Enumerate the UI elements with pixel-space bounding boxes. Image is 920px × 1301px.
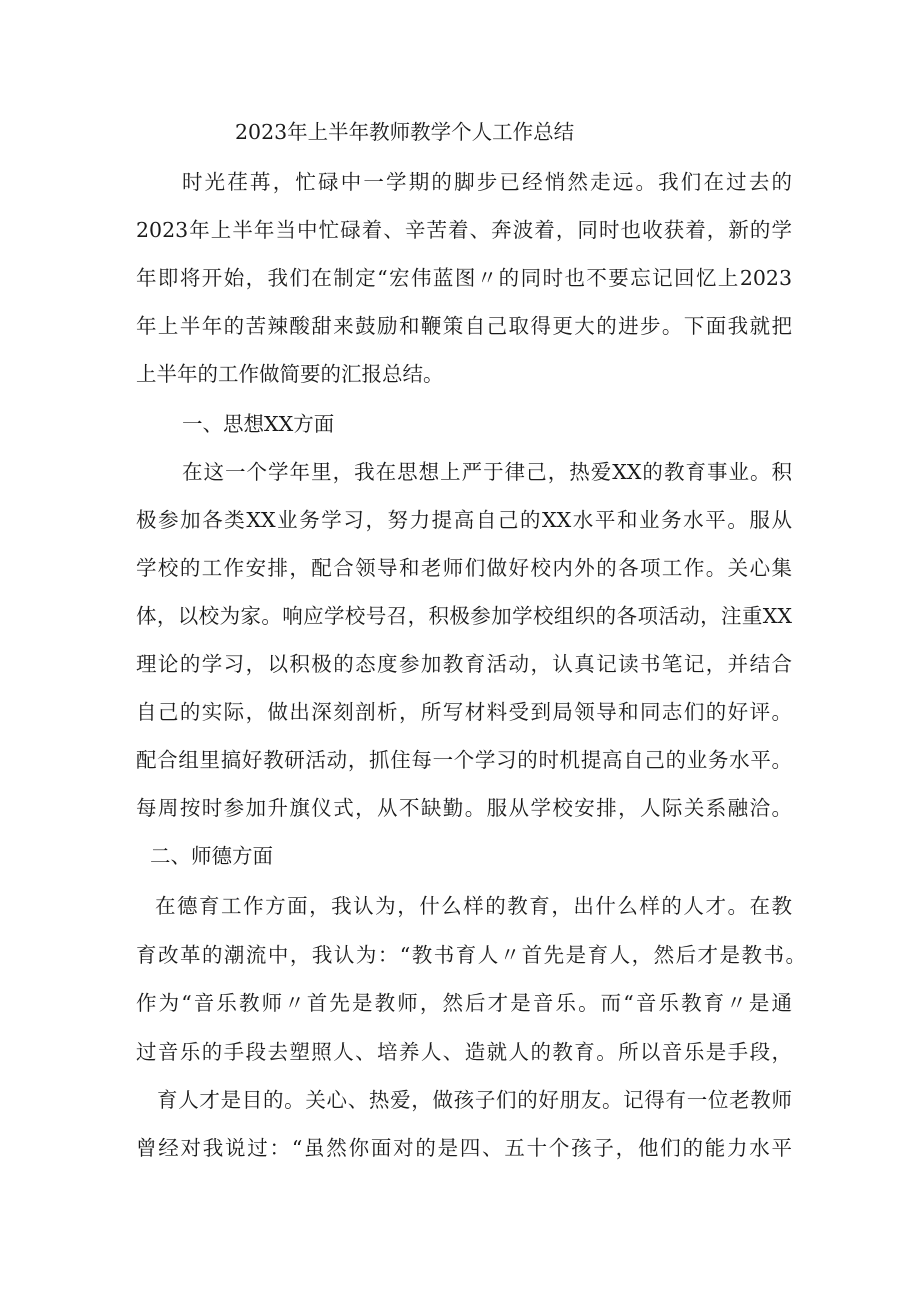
- text-line: 在德育工作方面，我认为，什么样的教育，出什么样的人才。在教: [155, 894, 792, 918]
- text-line: 极参加各类XX业务学习，努力提高自己的XX水平和业务水平。服从: [136, 508, 792, 532]
- text-line: 一、思想XX方面: [182, 412, 335, 436]
- text-line: 时光荏苒，忙碌中一学期的脚步已经悄然走远。我们在过去的: [182, 170, 792, 194]
- text-line: 年即将开始，我们在制定“宏伟蓝图〃的同时也不要忘记回忆上2023: [136, 266, 792, 290]
- text-line: 自己的实际，做出深刻剖析，所写材料受到局领导和同志们的好评。: [136, 700, 792, 724]
- text-line: 年上半年的苦辣酸甜来鼓励和鞭策自己取得更大的进步。下面我就把: [136, 314, 792, 338]
- text-line: 上半年的工作做简要的汇报总结。: [136, 362, 444, 386]
- document-title: 2023年上半年教师教学个人工作总结: [235, 120, 575, 144]
- text-line: 理论的学习，以积极的态度参加教育活动，认真记读书笔记，并结合: [136, 652, 792, 676]
- text-line: 二、师德方面: [150, 844, 273, 868]
- text-line: 曾经对我说过：“虽然你面对的是四、五十个孩子，他们的能力水平: [136, 1136, 792, 1160]
- text-line: 过音乐的手段去塑照人、培养人、造就人的教育。所以音乐是手段，: [136, 1040, 792, 1064]
- text-line: 学校的工作安排，配合领导和老师们做好校内外的各项工作。关心集: [136, 556, 792, 580]
- text-line: 配合组里搞好教研活动，抓住每一个学习的时机提高自己的业务水平。: [136, 748, 792, 772]
- text-line: 在这一个学年里，我在思想上严于律己，热爱XX的教育事业。积: [182, 460, 792, 484]
- text-line: 育人才是目的。关心、热爱，做孩子们的好朋友。记得有一位老教师: [157, 1088, 792, 1112]
- text-line: 2023年上半年当中忙碌着、辛苦着、奔波着，同时也收获着，新的学: [136, 218, 792, 242]
- text-line: 育改革的潮流中，我认为：“教书育人〃首先是育人，然后才是教书。: [136, 943, 806, 967]
- text-line: 每周按时参加升旗仪式，从不缺勤。服从学校安排，人际关系融洽。: [136, 796, 792, 820]
- text-line: 体，以校为家。响应学校号召，积极参加学校组织的各项活动，注重XX: [136, 604, 792, 628]
- text-line: 作为“音乐教师〃首先是教师，然后才是音乐。而“音乐教育〃是通: [136, 991, 792, 1015]
